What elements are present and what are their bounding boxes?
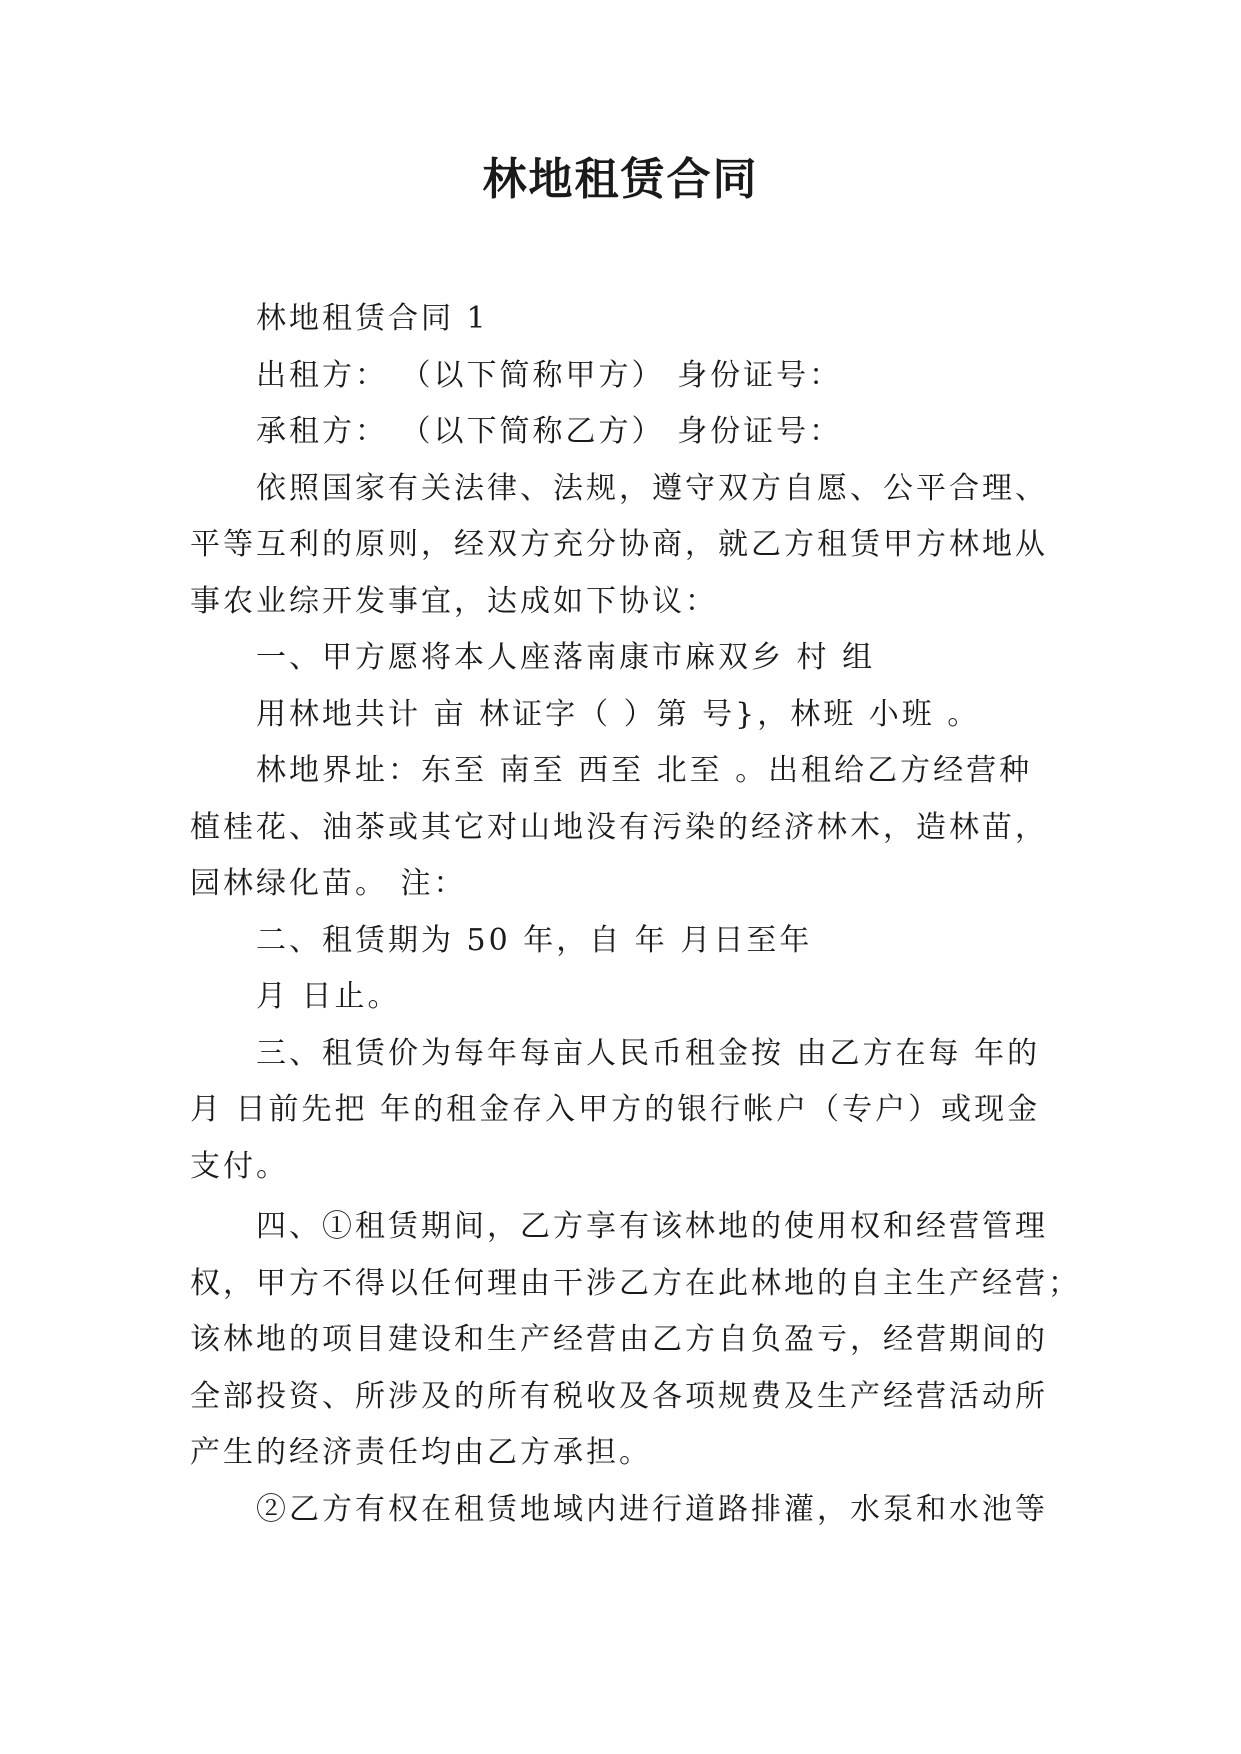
clause-4-line-1: 四、①租赁期间，乙方享有该林地的使用权和经营管理 — [256, 1209, 1048, 1244]
document-body — [190, 291, 1081, 1538]
clause-2-line-1: 二、租赁期为 50 年，自 年 月日至年 — [256, 922, 813, 958]
boundary-line-3: 园林绿化苗。 注： — [190, 866, 467, 901]
preamble-line-1: 依照国家有关法律、法规，遵守双方自愿、公平合理、 — [256, 470, 1048, 506]
clause-2-line-2: 月 日止。 — [256, 979, 401, 1014]
clause-4-item-2-line-1: ②乙方有权在租赁地域内进行道路排灌，水泵和水池等 — [256, 1491, 1048, 1527]
clause-3-line-1: 三、租赁价为每年每亩人民币租金按 由乙方在每 年的 — [256, 1035, 1041, 1071]
document-title: 林地租赁合同 — [482, 154, 759, 205]
lessee-line: 承租方： （以下简称乙方） 身份证号： — [256, 414, 843, 449]
clause-3-line-2: 月 日前先把 年的租金存入甲方的银行帐户（专户）或现金 — [190, 1092, 1041, 1127]
clause-1-line-2: 用林地共计 亩 林证字（ ）第 号}，林班 小班 。 — [256, 696, 981, 732]
clause-4-line-5: 产生的经济责任均由乙方承担。 — [190, 1435, 652, 1470]
clause-4-line-4: 全部投资、所涉及的所有税收及各项规费及生产经营活动所 — [190, 1378, 1048, 1414]
boundary-line-1: 林地界址：东至 南至 西至 北至 。出租给乙方经营种 — [256, 753, 1033, 788]
clause-1-line-1: 一、甲方愿将本人座落南康市麻双乡 村 组 — [256, 640, 876, 675]
preamble-line-3: 事农业综开发事宜，达成如下协议： — [190, 583, 718, 619]
lessor-line: 出租方： （以下简称甲方） 身份证号： — [256, 357, 843, 393]
preamble-line-2: 平等互利的原则，经双方充分协商，就乙方租赁甲方林地从 — [190, 527, 1048, 562]
clause-4-line-2: 权，甲方不得以任何理由干涉乙方在此林地的自主生产经营； — [190, 1265, 1081, 1301]
contract-heading: 林地租赁合同 1 — [256, 301, 489, 336]
clause-3-line-3: 支付。 — [190, 1148, 289, 1184]
clause-4-line-3: 该林地的项目建设和生产经营由乙方自负盈亏，经营期间的 — [190, 1322, 1048, 1357]
boundary-line-2: 植桂花、油茶或其它对山地没有污染的经济林木，造林苗， — [190, 809, 1048, 845]
